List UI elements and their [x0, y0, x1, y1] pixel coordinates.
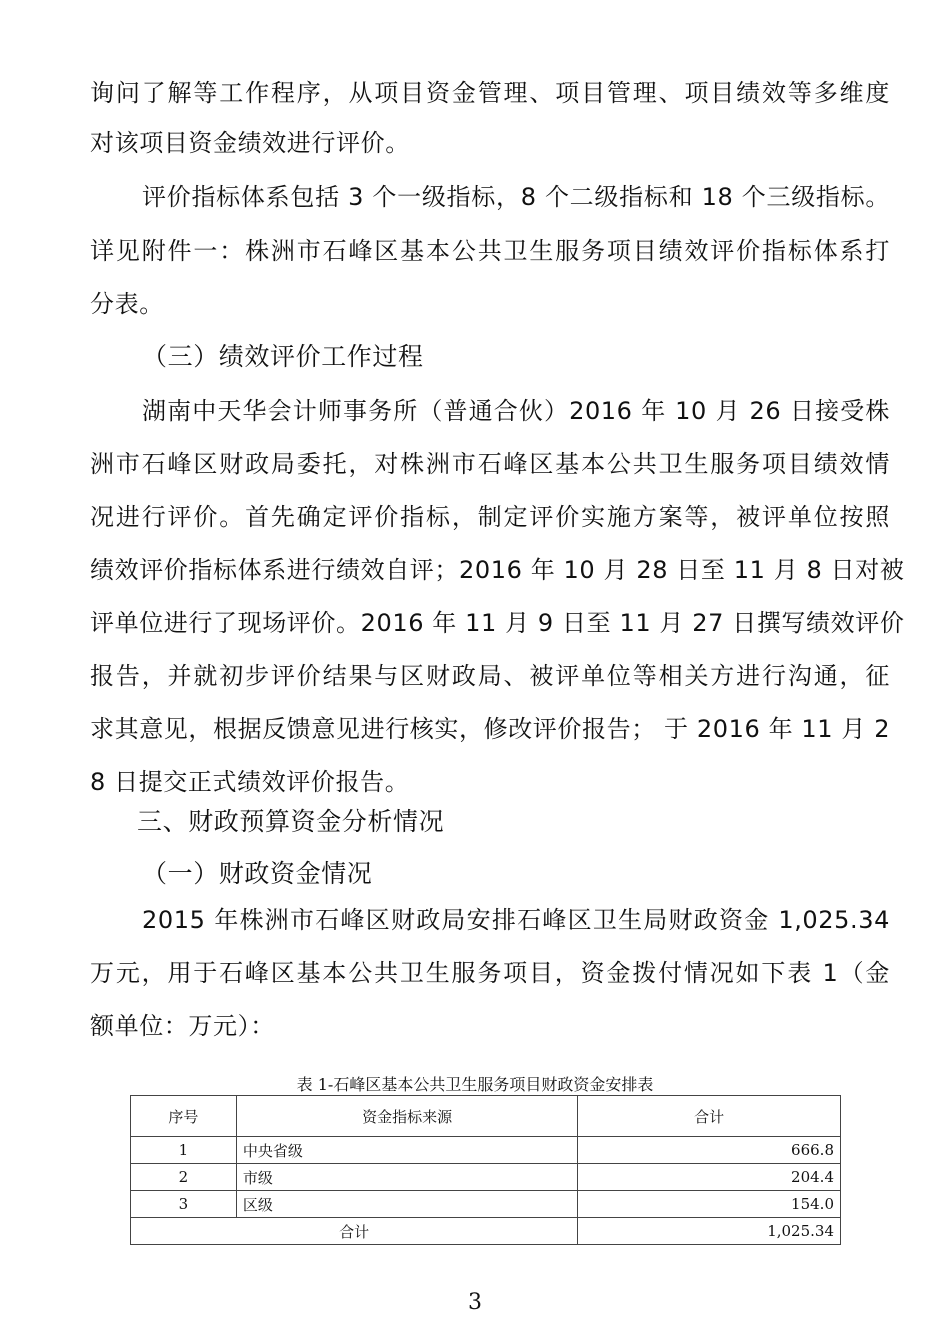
paragraph-line: 绩效评价指标体系进行绩效自评；2016 年 10 月 28 日至 11 月 8 日对被 [90, 556, 905, 584]
row-source: 市级 [236, 1164, 577, 1191]
paragraph-line: 2015 年株洲市石峰区财政局安排石峰区卫生局财政资金 1,025.34 [142, 906, 890, 934]
header-source: 资金指标来源 [236, 1096, 577, 1137]
header-serial: 序号 [131, 1096, 237, 1137]
row-amount: 666.8 [578, 1137, 841, 1164]
paragraph-line: 详见附件一：株洲市石峰区基本公共卫生服务项目绩效评价指标体系打 [90, 237, 890, 265]
paragraph-line: 万元，用于石峰区基本公共卫生服务项目，资金拨付情况如下表 1（金 [90, 959, 890, 987]
table-row [131, 1137, 841, 1164]
paragraph-line: 对该项目资金绩效进行评价。 [90, 129, 410, 157]
row-amount: 154.0 [578, 1191, 841, 1218]
table-row [131, 1164, 841, 1191]
table-row [131, 1191, 841, 1218]
row-serial: 1 [131, 1137, 237, 1164]
total-label: 合计 [131, 1218, 578, 1245]
paragraph-line: 分表。 [90, 290, 164, 318]
paragraph-line: 评价指标体系包括 3 个一级指标，8 个二级指标和 18 个三级指标。 [142, 183, 890, 211]
total-amount: 1,025.34 [578, 1218, 841, 1245]
table-total-row [131, 1218, 841, 1245]
paragraph-line: 询问了解等工作程序，从项目资金管理、项目管理、项目绩效等多维度 [90, 79, 890, 107]
table-header-row [131, 1096, 841, 1137]
header-total: 合计 [578, 1096, 841, 1137]
paragraph-line: 评单位进行了现场评价。2016 年 11 月 9 日至 11 月 27 日撰写绩效评价 [90, 609, 905, 637]
row-serial: 3 [131, 1191, 237, 1218]
section-heading: 三、财政预算资金分析情况 [137, 807, 445, 836]
subsection-heading: （一）财政资金情况 [142, 859, 373, 888]
row-source: 区级 [236, 1191, 577, 1218]
paragraph-line: 况进行评价。首先确定评价指标，制定评价实施方案等，被评单位按照 [90, 503, 890, 531]
page-number: 3 [468, 1290, 482, 1315]
row-source: 中央省级 [236, 1137, 577, 1164]
table-caption: 表 1-石峰区基本公共卫生服务项目财政资金安排表 [296, 1075, 654, 1094]
paragraph-line: 报告，并就初步评价结果与区财政局、被评单位等相关方进行沟通，征 [90, 662, 890, 690]
subsection-heading: （三）绩效评价工作过程 [142, 342, 424, 371]
paragraph-line: 求其意见，根据反馈意见进行核实，修改评价报告； 于 2016 年 11 月 2 [90, 715, 891, 743]
paragraph-line: 湖南中天华会计师事务所（普通合伙）2016 年 10 月 26 日接受株 [142, 397, 890, 425]
paragraph-line: 8 日提交正式绩效评价报告。 [90, 768, 410, 796]
funding-table [130, 1095, 841, 1245]
paragraph-line: 额单位：万元）： [90, 1012, 275, 1040]
row-serial: 2 [131, 1164, 237, 1191]
paragraph-line: 洲市石峰区财政局委托，对株洲市石峰区基本公共卫生服务项目绩效情 [90, 450, 890, 478]
row-amount: 204.4 [578, 1164, 841, 1191]
